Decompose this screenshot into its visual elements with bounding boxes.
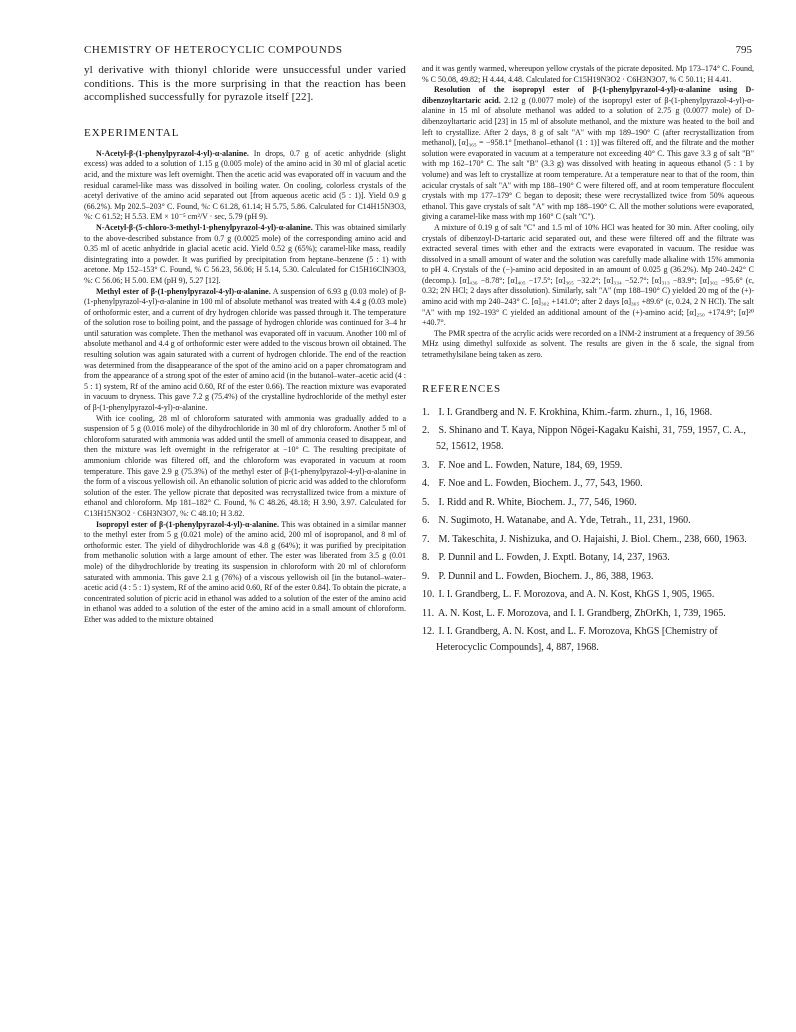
reference-text: A. N. Kost, L. F. Morozova, and I. I. Grandberg, ZhOrKh, 1, 739, 1965. [436,607,726,619]
reference-number: 11. [422,607,435,619]
right-column [422,64,754,659]
reference-item [422,624,754,656]
reference-text: I. I. Grandberg, L. F. Morozova, and A. N. Kost, KhGS 1, 905, 1965. [436,589,715,601]
experimental-heading: EXPERIMENTAL [84,126,180,139]
reference-text: M. Takeschita, J. Nishizuka, and O. Hajaishi, J. Biol. Chem., 238, 660, 1963. [436,533,747,545]
reference-number: 7. [422,533,430,545]
reference-number: 2. [422,425,430,437]
compound-title: Isopropyl ester of β-(1-phenylpyrazol-4-yl)-α-alanine. [96,519,279,529]
reference-number: 4. [422,478,430,490]
reference-number: 10. [422,589,435,601]
experimental-body [84,149,406,626]
reference-number: 5. [422,496,430,508]
reference-item [422,495,754,511]
reference-number: 1. [422,406,430,418]
reference-text: P. Dunnil and L. Fowden, J. Exptl. Botany, 14, 237, 1963. [436,552,670,564]
reference-text: P. Dunnil and L. Fowden, Biochem. J., 86, 388, 1963. [436,570,654,582]
compound-title: N-Acetyl-β-(1-phenylpyrazol-4-yl)-α-alanine. [96,148,249,158]
paragraph-acetyl-alanine [84,149,406,223]
running-head: CHEMISTRY OF HETEROCYCLIC COMPOUNDS [84,44,343,56]
reference-number: 12. [422,626,435,638]
reference-item [422,532,754,548]
paragraph-text: This was obtained in a similar manner to the methyl ester from 5 g (0.021 mole) of the amino acid, 200 ml of isopropanol, and 8 ml of orthoformic ester. The yield of dihydrochloride was 4.8 g (64%); it was purified by precipitation from methanolic solution with a large amount of ether. The ester was liberated from 3.5 g (0.01 mole) of the dihydrochloride by treating its suspension in chloroform with 20 ml of chloroform saturated with ammonia. This gave 2.1 g (76%) of a viscous yellowish oil [in the butanol–water–acetic acid (4 : 5 : 1) system, Rf of the amino acid 0.60, Rf of the ester 0.84]. To obtain the picrate, a concentrated solution of picric acid in ethanol was added to a solution of the ester of the amino acid in ethanol was added to a solution of the ester of the amino acid in a small amount of chloroform. Ether was added to the mixture obtained [84,519,406,624]
reference-text: F. Noe and L. Fowden, Biochem. J., 77, 543, 1960. [436,478,643,490]
reference-number: 8. [422,552,430,564]
paragraph-resolution [422,85,754,223]
paragraph-ammonia-treatment: With ice cooling, 28 ml of chloroform saturated with ammonia was gradually added to a suspension of 5 g (0.016 mole) of the dihydrochloride in 30 ml of dry chloroform. Another 5 ml of chloroform saturated with ammonia was added until the smell of ammonia ceased to disappear, and then the mixture was left overnight in the refrigerator at −10° C. The resulting precipitate of ammonium chloride was filtered off, and the chloroform was evaporated in vacuum at room temperature. This gave 2.9 g (75.3%) of the methyl ester of β-(1-phenylpyrazol-4-yl)-α-alanine in the form of a viscous yellowish oil. An ethanolic solution of picric acid was added to the chloroform solution of the ester. The yellow picrate that deposited was recrystallized twice from a mixture of ethanol and chloroform. Mp 181–182° C. Found, % C 48.26, 48.18; H 3.90, 3.97. Calculated for C13H15N3O2 · C6H3N3O7, %: C 48.10; H 3.82. [84,413,406,518]
paragraph-picrate: and it was gently warmed, whereupon yellow crystals of the picrate deposited. Mp 173–174° C. Found, % C 50.08, 49.82; H 4.44, 4.48. Calculated for C15H19N3O2 · C6H3N3O7, % C 50.11; H 4.41. [422,64,754,84]
reference-number: 6. [422,515,430,527]
reference-item [422,458,754,474]
paragraph-acetyl-chloro-alanine [84,223,406,287]
reference-list [422,405,754,657]
reference-item [422,550,754,566]
compound-title: Methyl ester of β-(1-phenylpyrazol-4-yl)-α-alanine. [96,286,271,296]
reference-text: I. Ridd and R. White, Biochem. J., 77, 546, 1960. [436,496,637,508]
paragraph-isopropyl-ester [84,520,406,626]
references-heading: REFERENCES [422,382,502,395]
reference-item [422,423,754,455]
paragraph-text: A suspension of 6.93 g (0.03 mole) of β-(1-phenylpyrazol-4-yl)-α-alanine in 100 ml of absolute methanol was treated with 4.4 g (0.03 mole) of orthoformic ester, and a current of dry hydrogen chloride was passed through it. The temperature of the solution rose to boiling point, and the passage of hydrogen chloride was continued for 3–4 hr until saturation was complete. Then the methanol was evaporated off in vacuum. Another 100 ml of absolute methanol and 4.4 g of orthoformic ester were added to the viscous brown oil obtained. The resulting solution was again saturated with a current of hydrogen chloride. The end of the reaction was determined from the disappearance of the spot of the amino acid on a paper chromatogram and from the appearance of a strong spot of the ester of amino acid (in the butanol–water–acetic acid (4 : 5 : 1) system, Rf of the amino acid 0.60, Rf of the ester 0.66). The reaction mixture was evaporated in vacuum to dryness. This gave 7.2 g (75.4%) of the crystalline hydrochloride of the methyl ester of β-(1-phenylpyrazol-4-yl)-α-alanine. [84,286,406,413]
paragraph-text: This was obtained similarly to the above-described substance from 0.7 g (0.0025 mole) of the corresponding amino acid and 0.35 ml of acetic anhydride in glacial acetic acid. Yield 0.52 g (65%); caramel-like mass, readily disintegrating into a powder. It was purified by precipitation from heptane–benzene (5 : 1) with acetone. Mp 152–153° C. Found, % C 56.23, 56.06; H 5.14, 5.30. Calculated for C15H16ClN3O3, %: C 56.06; H 5.00. EM (pH 9), 5.27 [12]. [84,222,406,285]
reference-item [422,606,754,622]
reference-item [422,513,754,529]
paragraph-pmr: The PMR spectra of the acrylic acids were recorded on a INM-2 instrument at a frequency of 39.56 MHz using dimethyl sulfoxide as solvent. The results are given in the δ scale, the signal from tetramethylsilane being taken as zero. [422,328,754,360]
reference-text: S. Shinano and T. Kaya, Nippon Nōgei-Kagaku Kaishi, 31, 759, 1957, C. A., 52, 15612, 1958. [436,425,746,453]
reference-item [422,587,754,603]
paragraph-text: In drops, 0.7 g of acetic anhydride (slight excess) was added to a solution of 1.15 g (0.005 mole) of the amino acid in 30 ml of glacial acetic acid, and the mixture was left overnight. Then the acetic acid was evaporated off in vacuum and the residual caramel-like mass was dissolved in boiling water. On cooling, colorless crystals of the acetyl derivative of the amino acid separated out [from aqueous acetic acid (5 : 1)]. Yield 0.9 g (66.2%). Mp 202.5–203° C. Found, %: C 61.28, 61.14; H 5.75, 5.86. Calculated for C14H15N3O3, %: C 61.52; H 5.53. EM × 10⁻⁵ cm²/V · sec, 5.79 (pH 9). [84,148,406,222]
paragraph-methyl-ester [84,287,406,414]
reference-text: N. Sugimoto, H. Watanabe, and A. Yde, Tetrah., 11, 231, 1960. [436,515,691,527]
compound-title: Resolution of the isopropyl ester of β-(1-phenylpyrazol-4-yl)-α-alanine using D-dibenzoyltartaric acid. [422,85,754,105]
reference-text: I. I. Grandberg and N. F. Krokhina, Khim.-farm. zhurn., 1, 16, 1968. [436,406,713,418]
reference-item [422,405,754,421]
reference-text: F. Noe and L. Fowden, Nature, 184, 69, 1959. [436,459,623,471]
reference-item [422,569,754,585]
paragraph-text: 2.12 g (0.0077 mole) of the isopropyl ester of β-(1-phenylpyrazol-4-yl)-α-alanine in 15 ml of absolute methanol was added to a solution of 2.75 g (0.0077 mole) of D-dibenzoyltartaric acid [23] in 15 ml of absolute methanol, and the mixture was heated to the boil and left to crystallize. After 2 days, 8 g of salt "A" with mp 189–190° C (after recrystallization from methanol), [α]₃₆₅ = −958.1° [methanol–ethanol (1 : 1)] was filtered off, and the filtrate and the mother solution were evaporated in vacuum at a temperature not exceeding 40° C. This gave 3.3 g of salt "B" with mp 162–170° C. The salt "B" (3.3 g) was dissolved with heating in aqueous ethanol (5 : 1 by volume) and was left to crystallize at room temperature. At a temperature near to that of the room, thin acicular crystals of salt "A" with mp 188–190° C were filtered off, and at room temperature flocculent crystals with mp 177–179° C began to deposit; these were recrystallized twice from 50% aqueous ethanol. This gave crystals of salt "A" with mp 188–190° C. All the mother solutions were evaporated, giving a caramel-like mass with mp 160° C (salt "C"). [422,95,754,222]
reference-text: I. I. Grandberg, A. N. Kost, and L. F. Morozova, KhGS [Chemistry of Heterocyclic Compounds], 4, 887, 1968. [436,626,718,654]
paragraph-salt-c: A mixture of 0.19 g of salt "C" and 1.5 ml of 10% HCl was heated for 30 min. After cooling, oily crystals of dibenzoyl-D-tartaric acid separated out, and these were filtered off and the filtrate was extracted several times with ether and the extracts were evaporated in vacuum. The residue was dissolved in a small amount of water and the solution was carefully made alkaline with 15% ammonia to pH 4. Crystals of the (−)-amino acid deposited in an amount of 0.025 g (36.2%). Mp 240–242° C (decomp.). [α]₄₃₆ −8.78°; [α]₄₀₅ −17.5°; [α]₃₆₅ −32.2°; [α]₃₃₄ −52.7°; [α]₃₁₃ −83.9°; [α]₃₀₂ −95.6° (c, 0.32; 2N HCl; 2 days after dissolution). Similarly, salt "A" (mp 188–190° C) yielded 20 mg of the (+)-amino acid with mp 240–243° C. [α]₃₀₂ +141.0°; after 2 days [α]₃₆₅ +89.6° (c, 0.24, 2 N HCl). The salt "A" with mp 192–193° C yielded an additional amount of the (+)-amino acid; [α]₂₅₀ +174.9°; [α]²⁰ +40.7°. [422,222,754,328]
reference-item [422,476,754,492]
intro-paragraph: yl derivative with thionyl chloride were unsuccessful under varied conditions. This is the more surprising in that the reaction has been accomplished successfully for pyrazole itself [22]. [84,64,406,104]
left-column [84,64,406,626]
experimental-body-continued [422,64,754,361]
compound-title: N-Acetyl-β-(5-chloro-3-methyl-1-phenylpyrazol-4-yl)-α-alanine. [96,222,313,232]
page-number: 795 [735,44,752,56]
reference-number: 9. [422,570,430,582]
reference-number: 3. [422,459,430,471]
